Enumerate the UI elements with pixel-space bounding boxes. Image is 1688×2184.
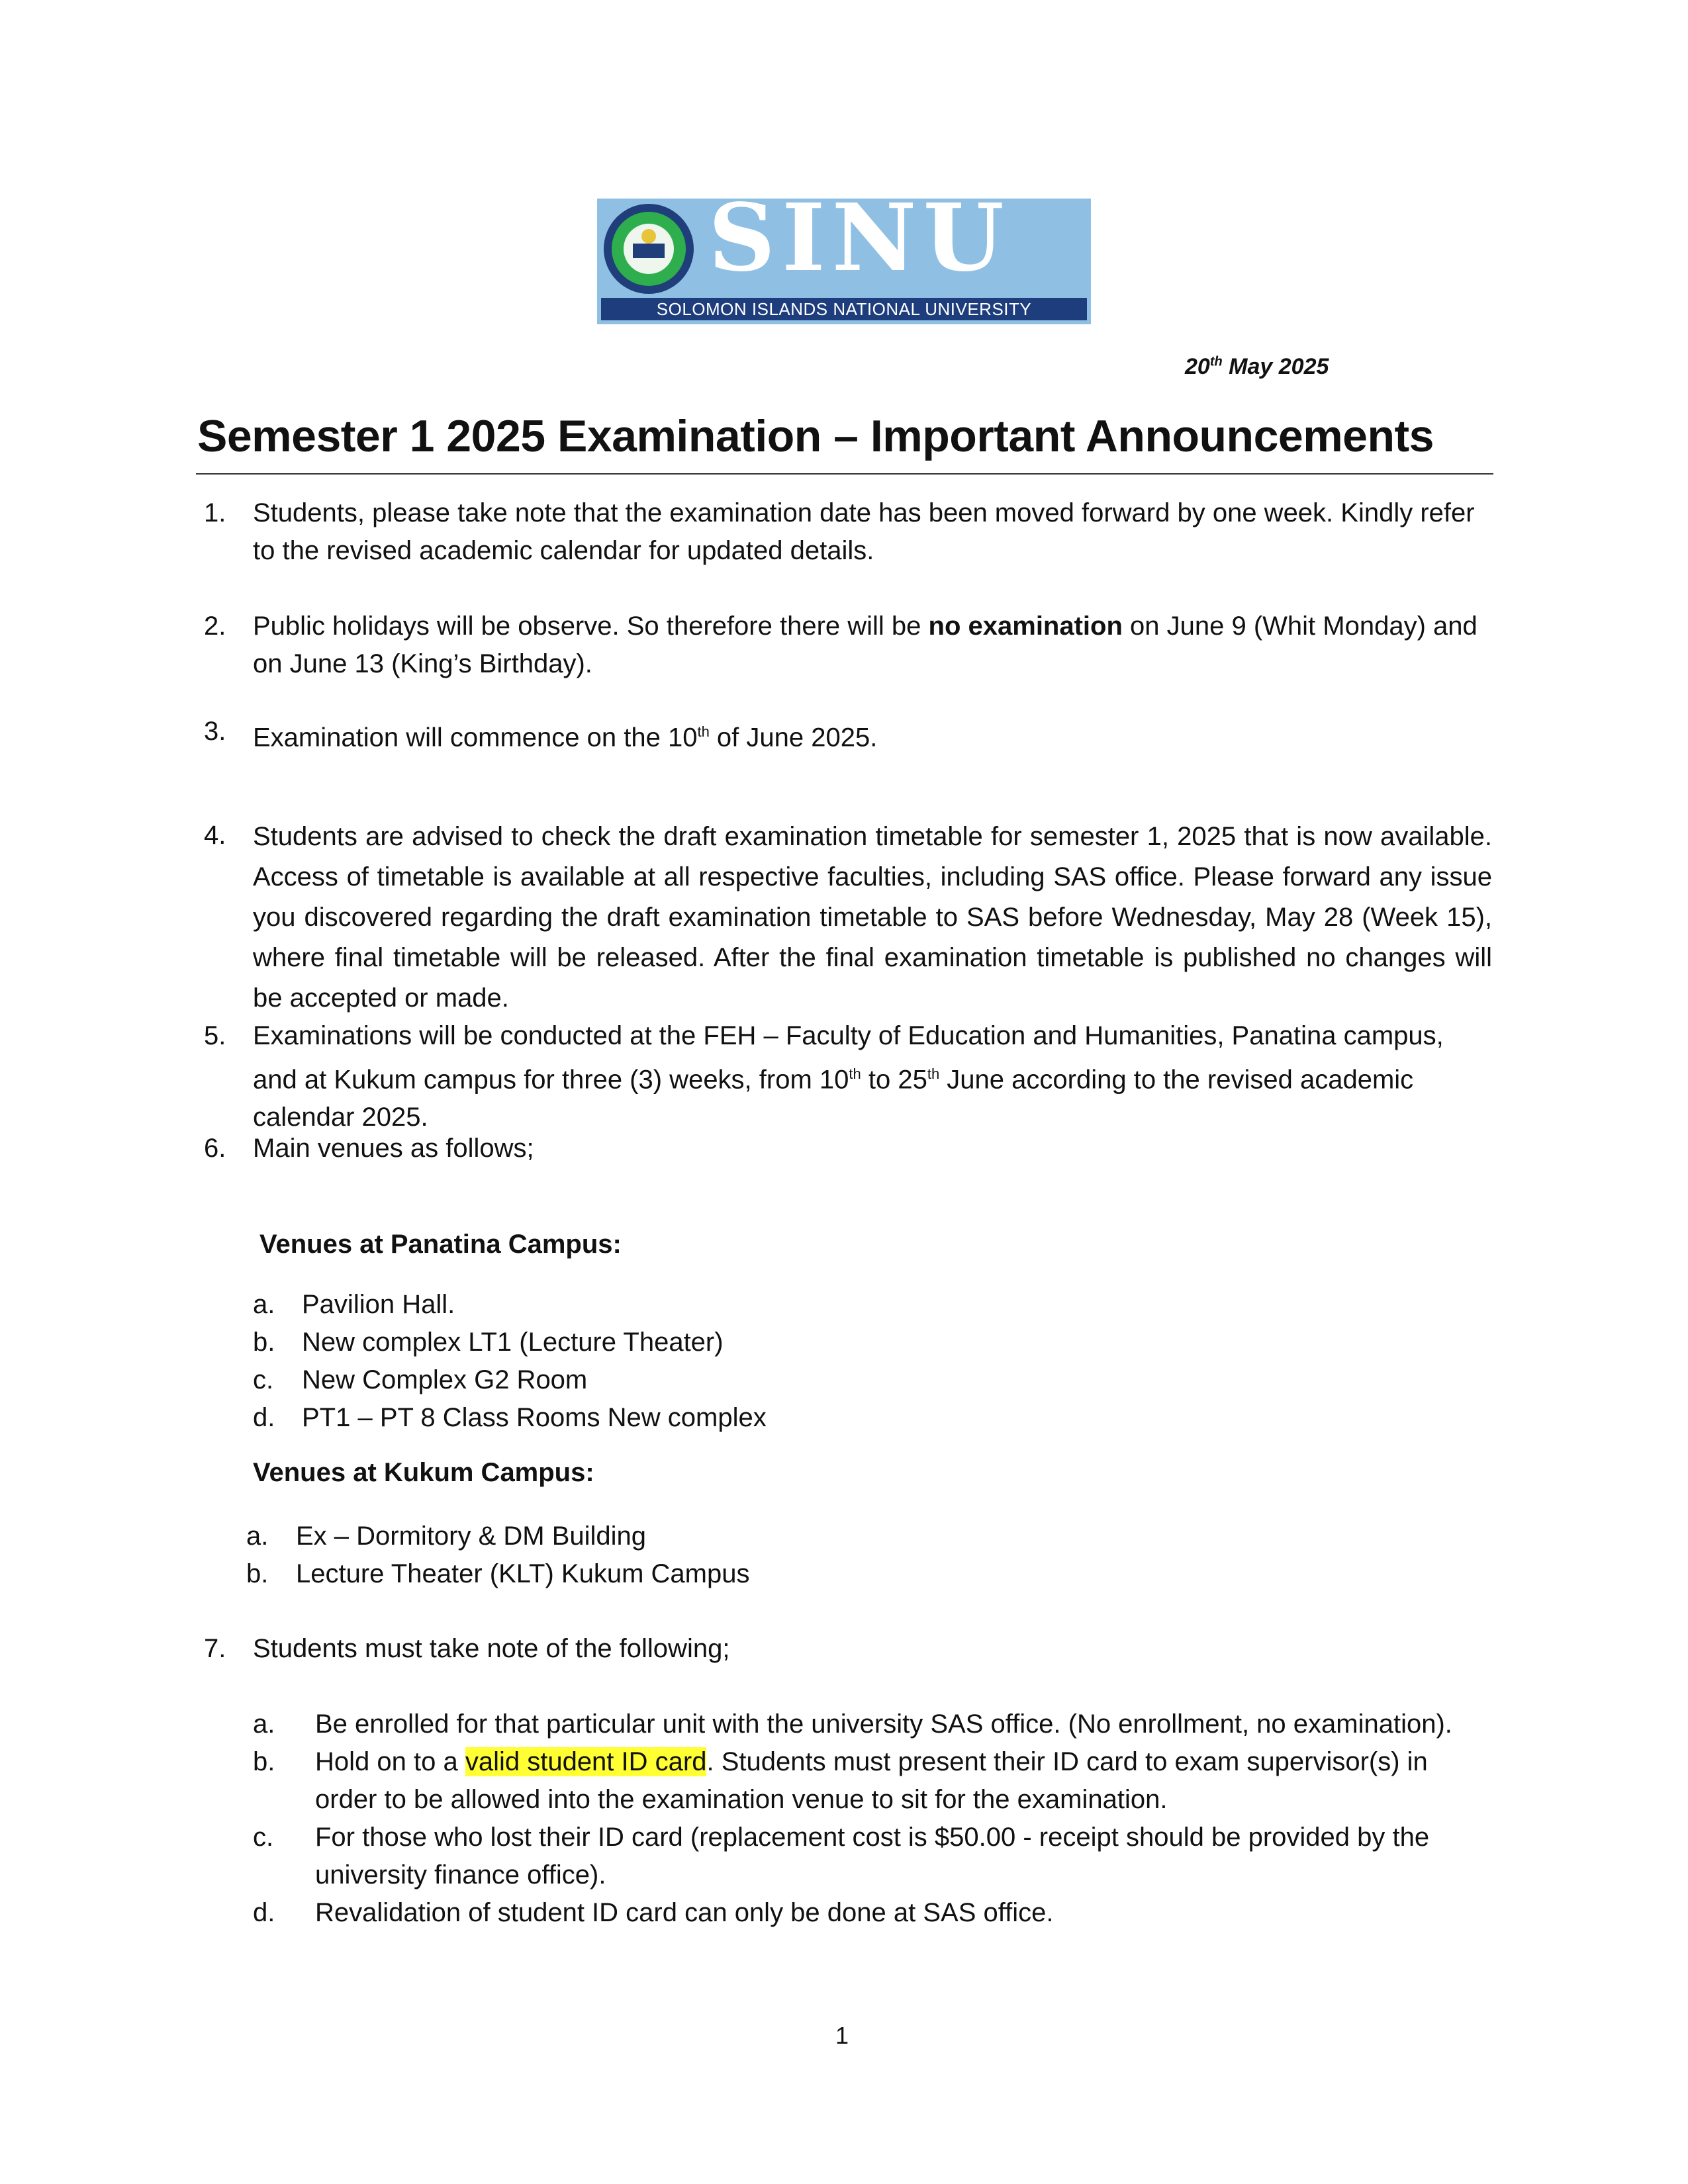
item-number: 3. xyxy=(204,717,226,746)
venue-item: Ex – Dormitory & DM Building xyxy=(296,1522,647,1551)
note-letter: b. xyxy=(253,1747,275,1776)
announcement-item: Examinations will be conducted at the FEH – Faculty of Education and Humanities, Panatina campus, and at Kukum campus for three (3) weeks, from 10th to 25th June according to the revised academic calendar 2025. xyxy=(253,1021,1444,1132)
announcement-item: Students are advised to check the draft examination timetable for semester 1, 2025 that is now available. Access of timetable is available at all respective faculties, including SAS office. Please forward any issue you discovered regarding the draft examination timetable to SAS before Wednesday, May 28 (Week 15), where final timetable will be released. After the final examination timetable is published no changes will be accepted or made. xyxy=(253,822,1492,1013)
venue-letter: b. xyxy=(253,1328,275,1357)
note-letter: d. xyxy=(253,1898,275,1927)
page-title: Semester 1 2025 Examination – Important Announcements xyxy=(197,411,1434,461)
venue-item: Pavilion Hall. xyxy=(302,1290,455,1319)
note-letter: a. xyxy=(253,1709,275,1739)
announcement-item: Public holidays will be observe. So therefore there will be no examination on June 9 (Whit Monday) and on June 13 (King’s Birthday). xyxy=(253,612,1477,678)
venue-item: New Complex G2 Room xyxy=(302,1365,588,1394)
item-number: 1. xyxy=(204,498,226,527)
venue-letter: c. xyxy=(253,1365,274,1394)
page-number: 1 xyxy=(835,2022,849,2049)
panatina-heading: Venues at Panatina Campus: xyxy=(259,1230,622,1259)
announcement-item: Examination will commence on the 10th of June 2025. xyxy=(253,723,878,752)
item-number: 4. xyxy=(204,821,226,850)
item-number: 2. xyxy=(204,612,226,641)
note-item: For those who lost their ID card (replacement cost is $50.00 - receipt should be provided by the university finance office). xyxy=(315,1823,1430,1889)
note-item: Revalidation of student ID card can only be done at SAS office. xyxy=(315,1898,1054,1927)
logo-wordmark: SINU xyxy=(708,184,1011,293)
item-number: 5. xyxy=(204,1021,226,1050)
highlighted-text: valid student ID card xyxy=(465,1747,707,1776)
title-divider xyxy=(196,473,1493,475)
announcement-item: Main venues as follows; xyxy=(253,1134,534,1163)
venue-letter: a. xyxy=(253,1290,275,1319)
venue-item: New complex LT1 (Lecture Theater) xyxy=(302,1328,724,1357)
venue-item: Lecture Theater (KLT) Kukum Campus xyxy=(296,1559,750,1588)
announcement-date: 20th May 2025 xyxy=(1185,354,1329,379)
sinu-logo xyxy=(597,184,1091,324)
note-item: Hold on to a valid student ID card. Students must present their ID card to exam supervisor(s) in order to be allowed into the examination venue to sit for the examination. xyxy=(315,1747,1428,1814)
note-item: Be enrolled for that particular unit with the university SAS office. (No enrollment, no examination). xyxy=(315,1709,1452,1739)
note-letter: c. xyxy=(253,1823,274,1852)
venue-item: PT1 – PT 8 Class Rooms New complex xyxy=(302,1403,767,1432)
university-seal-icon xyxy=(604,204,694,294)
venue-letter: a. xyxy=(246,1522,269,1551)
logo-full-name: SOLOMON ISLANDS NATIONAL UNIVERSITY xyxy=(601,298,1087,320)
announcement-item: Students must take note of the following; xyxy=(253,1634,730,1663)
item-number: 7. xyxy=(204,1634,226,1663)
kukum-heading: Venues at Kukum Campus: xyxy=(253,1458,594,1487)
item-number: 6. xyxy=(204,1134,226,1163)
announcement-item: Students, please take note that the examination date has been moved forward by one week. Kindly refer to the revised academic calendar for updated details. xyxy=(253,498,1475,565)
venue-letter: d. xyxy=(253,1403,275,1432)
venue-letter: b. xyxy=(246,1559,269,1588)
